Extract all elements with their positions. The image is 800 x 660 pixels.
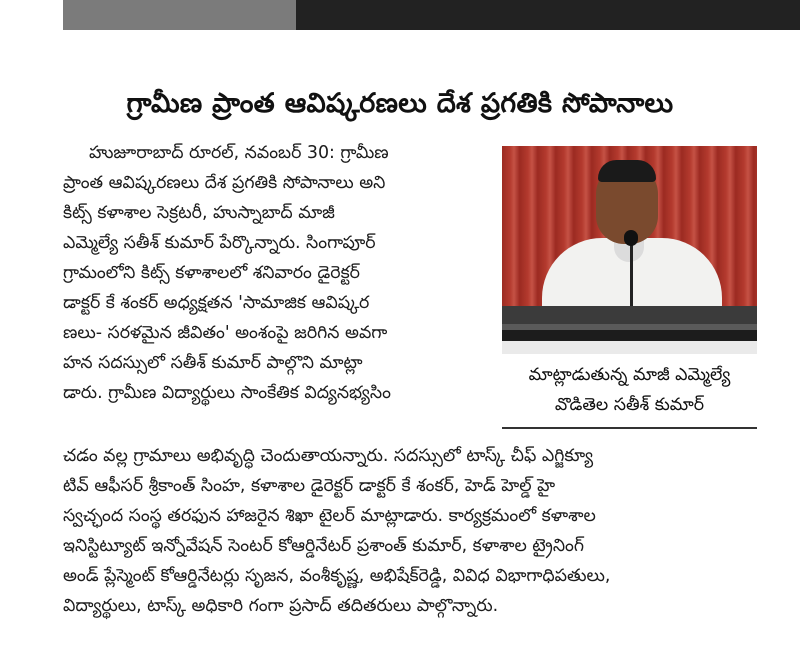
body-line: డారు. గ్రామీణ విద్యార్థులు సాంకేతిక విద్యనభ్యసిం bbox=[63, 383, 391, 403]
body-line: అండ్ ప్లేస్మెంట్ కోఆర్డినేటర్లు సృజన, వంశీకృష్ణ, అభిషేక్‌రెడ్డి, వివిధ విభాగాధిపతులు, bbox=[63, 566, 611, 586]
speaker-hair bbox=[598, 160, 656, 182]
body-line: ఇనిస్టిట్యూట్ ఇన్నోవేషన్ సెంటర్ కోఆర్డినేటర్ ప్రశాంత్ కుమార్, కళాశాల ట్రైనింగ్ bbox=[63, 536, 585, 556]
body-line: స్వచ్ఛంద సంస్థ తరఫున హాజరైన శిఖా టైలర్ మాట్లాడారు. కార్యక్రమంలో కళాశాల bbox=[63, 506, 596, 526]
body-line: డాక్టర్ కే శంకర్ అధ్యక్షతన 'సామాజిక ఆవిష్కర bbox=[63, 293, 370, 313]
speaker-photo bbox=[502, 146, 757, 354]
article-headline: గ్రామీణ ప్రాంత ఆవిష్కరణలు దేశ ప్రగతికి సోపానాలు bbox=[126, 88, 674, 119]
photo-caption bbox=[502, 360, 757, 420]
body-line: గ్రామంలోని కిట్స్ కళాశాలలో శనివారం డైరెక్టర్ bbox=[63, 263, 360, 283]
microphone-icon bbox=[624, 230, 638, 246]
body-line: టివ్ ఆఫీసర్ శ్రీకాంత్ సింహ, కళాశాల డైరెక్టర్ డాక్టర్ కే శంకర్, హెడ్ హెల్డ్ హై bbox=[63, 476, 556, 496]
body-line: ప్రాంత ఆవిష్కరణలు దేశ ప్రగతికి సోపానాలు అని bbox=[63, 173, 386, 193]
top-banner-accent bbox=[63, 0, 296, 30]
caption-divider bbox=[502, 427, 757, 429]
body-line: హుజూరాబాద్ రూరల్, నవంబర్ 30: గ్రామీణ bbox=[89, 143, 389, 163]
body-line: ఎమ్మెల్యే సతీశ్ కుమార్ పేర్కొన్నారు. సింగాపూర్ bbox=[63, 233, 376, 253]
caption-line: మాట్లాడుతున్న మాజీ ఎమ్మెల్యే bbox=[528, 365, 731, 385]
podium-top bbox=[502, 324, 757, 330]
body-line: హన సదస్సులో సతీశ్ కుమార్ పాల్గొని మాట్లా bbox=[63, 353, 363, 373]
body-line: ణలు- సరళమైన జీవితం' అంశంపై జరిగిన అవగా bbox=[63, 323, 388, 343]
podium-sign bbox=[502, 341, 757, 354]
body-line: విద్యార్థులు, టాస్క్ అధికారి గంగా ప్రసాద్ తదితరులు పాల్గొన్నారు. bbox=[63, 596, 499, 616]
body-line: కిట్స్ కళాశాల సెక్రటరీ, హుస్నాబాద్ మాజీ bbox=[63, 203, 335, 223]
article-body-narrow-column bbox=[63, 138, 503, 408]
caption-line: వొడితెల సతీశ్ కుమార్ bbox=[554, 395, 705, 415]
body-line: చడం వల్ల గ్రామాలు అభివృద్ధి చెందుతాయన్నారు. సదస్సులో టాస్క్ చీఫ్ ఎగ్జిక్యూ bbox=[63, 446, 594, 466]
article-body-wide-column bbox=[63, 441, 763, 621]
